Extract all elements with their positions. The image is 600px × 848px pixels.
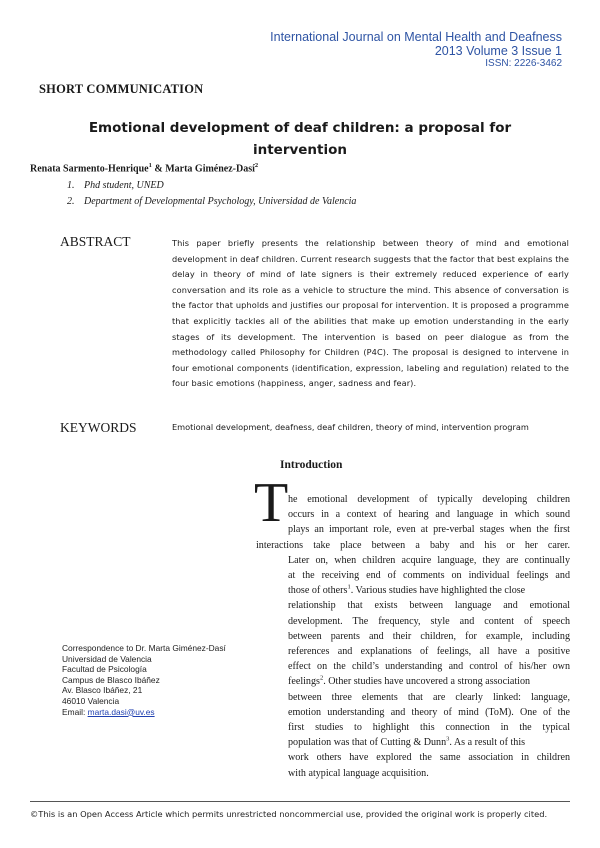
body-line: he emotional development of typically developing children [288,494,570,505]
affiliation-text: Department of Developmental Psychology, Universidad de Valencia [84,196,357,207]
journal-volume-issue: 2013 Volume 3 Issue 1 [434,43,562,58]
reference-marker: 1 [347,583,351,591]
journal-name: International Journal on Mental Health and Deafness [270,30,562,44]
section-label: SHORT COMMUNICATION [39,82,204,96]
keywords-label: KEYWORDS [60,420,137,435]
email-label: Email: [62,706,88,717]
affiliation-text: Phd student, UNED [84,180,164,191]
footer-license: ©This is an Open Access Article which permits unrestricted noncommercial use, provided the original work is properly cited. [30,809,548,819]
body-text-run: . As a result of this [449,737,526,749]
body-text-run: feelings [288,676,320,688]
body-line: references and explanations of feelings, all have a positive [288,646,570,658]
body-line: Later on, when children acquire language, they are continually [288,554,570,566]
body-line [288,583,570,598]
affiliation-list [67,178,356,210]
affiliation-item [67,178,356,194]
email-link[interactable]: marta.dasi@uv.es [87,706,155,717]
affiliation-item [67,194,356,210]
body-text-run: . Various studies have highlighted the close [350,585,526,597]
author-2-affil-mark: 2 [254,162,259,169]
body-line [288,674,570,689]
correspondence-line: Correspondence to Dr. Marta Giménez-Dasí [62,643,226,653]
drop-cap: T [254,472,289,534]
keywords-text: Emotional development, deafness, deaf children, theory of mind, intervention program [172,422,529,432]
body-line: relationship that exists between language and emotional [288,600,570,612]
journal-issn: ISSN: 2226-3462 [485,58,562,69]
correspondence-line: Campus de Blasco Ibáñez [62,674,160,685]
correspondence-line: Facultad de Psicología [62,664,147,675]
body-text-run: . Other studies have uncovered a strong association [323,676,531,688]
body-line: plays an important role, even at pre-verbal stages when the first [288,524,570,536]
body-line: with atypical language acquisition. [288,767,429,779]
reference-marker: 2 [319,675,324,683]
affiliation-number: 2. [67,196,75,207]
author-connector: & [151,163,166,175]
author-line [30,162,258,174]
abstract-text: This paper briefly presents the relationship between theory of mind and emotional development in deaf children. Current research suggests that the factor that best explains the delay in theory of mind of late signers is their extremely reduced experience of early conversation and its role as a vehicle to structure the mind. This absence of conversation is the factor that upholds and justifies our proposal for intervention. It is proposed a programme that explicitly tackles all of the abilities that make up emotion understanding in the early stages of its development. The intervention is based on peer dialogue as from the methodology called Philosophy for Children (P4C). The proposal is designed to intervene in four emotional components (identification, expression, labeling and regulation) related to the four basic emotions (happiness, anger, sadness and fear). [172,238,569,389]
correspondence-line: 46010 Valencia [62,695,120,706]
body-line: first studies to highlight this connection in the typical [288,722,570,734]
body-line [288,735,570,750]
introduction-body [256,492,570,781]
journal-header [270,31,562,70]
correspondence-block [62,643,226,717]
body-line: occurs in a context of hearing and language in which sound [288,509,570,521]
correspondence-email-line [62,707,226,718]
body-line: between three elements that are clearly linked: language, [288,691,570,703]
correspondence-line: Av. Blasco Ibáñez, 21 [62,685,143,696]
affiliation-number: 1. [67,180,75,191]
body-line: development. The frequency, style and content of speech [288,615,570,627]
footer-divider [30,801,570,802]
correspondence-line: Universidad de Valencia [62,653,152,664]
reference-marker: 3 [446,735,450,743]
body-line: at the receiving end of comments on individual feelings and [288,570,570,582]
body-line: effect on the child’s understanding and control of his/her own [288,661,570,673]
body-line: emotion understanding and theory of mind (ToM). One of the [288,706,570,718]
body-text-run: those of others [288,585,348,597]
body-line: interactions take place between a baby and his or her carer. [256,539,570,551]
author-1-affil-mark: 1 [148,162,152,169]
article-title: Emotional development of deaf children: a proposal for intervention [88,120,512,158]
introduction-heading: Introduction [280,459,343,471]
body-text-run: population was that of Cutting & Dunn [288,737,447,749]
author-1: Renata Sarmento-Henrique [30,163,149,175]
body-line: between parents and their children, for example, including [288,630,570,642]
body-line: work others have explored the same association in children [288,752,570,764]
abstract-label: ABSTRACT [60,234,131,249]
author-2: Marta Giménez-Dasí [165,163,255,175]
